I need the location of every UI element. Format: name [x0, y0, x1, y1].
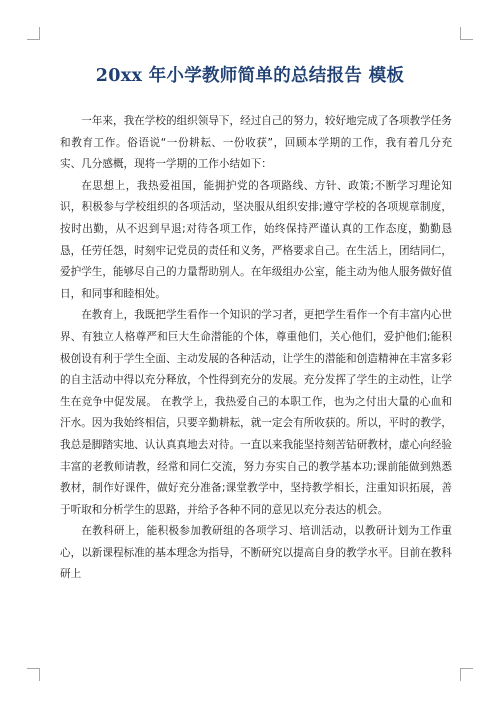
crop-mark-top-right [460, 27, 473, 40]
crop-mark-top-left [27, 27, 40, 40]
document-title: 20xx 年小学教师简单的总结报告 模板 [95, 66, 405, 86]
crop-mark-bottom-left [27, 668, 40, 681]
paragraph-ideology: 在思想上，我热爱祖国，能拥护党的各项路线、方针、政策;不断学习理论知识，积极参与学校组织的各项活动，坚决服从组织安排;遵守学校的各项规章制度，按时出勤，从不迟到早退;对待各项工作，始终保持严谨认真的工作态度，勤勤恳恳，任劳任怨，时刻牢记党员的责任和义务，严格要求自己。在生活上，团结同仁，爱护学生，能够尽自己的力量帮助别人。在年级组办公室，能主动为他人服务做好值日，和同事和睦相处。 [60, 179, 452, 300]
document-body [60, 111, 452, 586]
paragraph-education: 在教育上，我既把学生看作一个知识的学习者，更把学生看作一个有丰富内心世界、有独立人格尊严和巨大生命潜能的个体，尊重他们，关心他们，爱护他们;能积极创设有利于学生全面、主动发展的各种活动，让学生的潜能和创造精神在丰富多彩的自主活动中得以充分释放，个性得到充分的发展。充分发挥了学生的主动性，让学生在竞争中促发展。 在教学上，我热爱自己的本职工作，也为之付出大量的心血和汗水。因为我始终相信，只要辛勤耕耘，就一定会有所收获的。所以，平时的教学，我总是脚踏实地、认认真真地去对待。一直以来我能坚持刻苦钻研教材，虚心向经验丰富的老教师请教，经常和同仁交流，努力夯实自己的教学基本功;课前能做到熟悉教材，制作好课件，做好充分准备;课堂教学中，坚持教学相长，注重知识拓展，善于听取和分析学生的思路，并给予各种不同的意见以充分表达的机会。 [60, 309, 452, 516]
paragraph-intro: 一年来，我在学校的组织领导下，经过自己的努力，较好地完成了各项教学任务和教育工作。俗语说“一份耕耘、一份收获”，回顾本学期的工作，我有着几分充实、几分感概，现将一学期的工作小结如下： [60, 115, 452, 171]
paragraph-research: 在教科研上，能积极参加教研组的各项学习、培训活动，以教研计划为工作重心，以新课程标准的基本理念为指导，不断研究以提高自身的教学水平。目前在教科研上 [60, 525, 452, 581]
crop-mark-bottom-right [460, 668, 473, 681]
